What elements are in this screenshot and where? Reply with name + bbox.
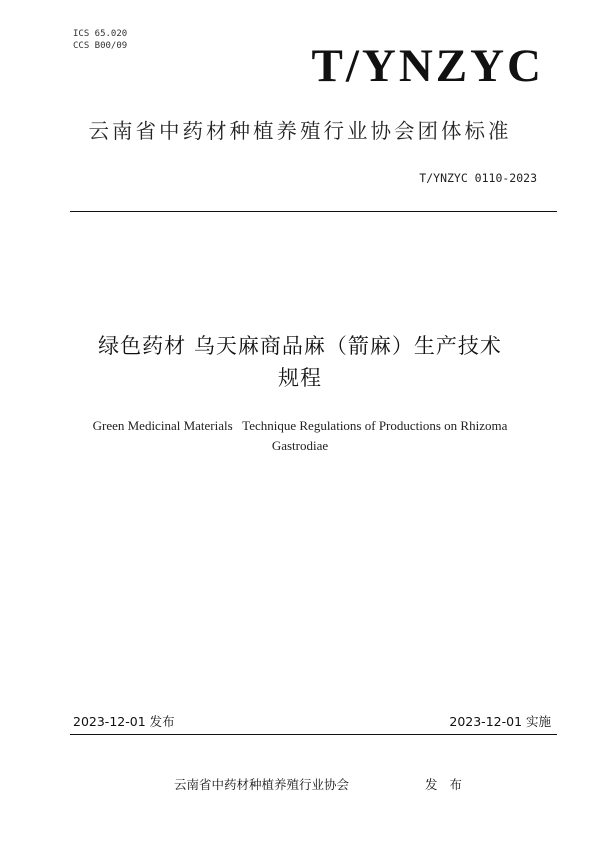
publish-date: 2023-12-01 发布: [73, 714, 175, 729]
implement-date: 2023-12-01 实施: [449, 714, 551, 729]
classification-codes: [73, 28, 127, 52]
standard-number: T/YNZYC 0110-2023: [419, 171, 537, 185]
issue-label: 发 布: [425, 777, 466, 792]
issuing-organization: 云南省中药材种植养殖行业协会: [174, 777, 350, 792]
standard-brand-logo: T/YNZYC: [311, 40, 544, 92]
standard-type-heading: 云南省中药材种植养殖行业协会团体标准: [88, 119, 512, 143]
title-zh-line-1: 绿色药材 乌天麻商品麻（箭麻）生产技术: [98, 334, 502, 358]
document-title-zh: [40, 330, 560, 394]
bottom-divider: [70, 734, 557, 735]
ccs-code: CCS B00/09: [73, 41, 128, 51]
title-zh-line-2: 规程: [278, 366, 322, 390]
top-divider: [70, 211, 557, 212]
title-en-line-1: Green Medicinal Materials Technique Regulations of Productions on Rhizoma: [92, 418, 508, 433]
document-title-en: [40, 416, 560, 456]
title-en-line-2: Gastrodiae: [271, 438, 329, 453]
ics-code: ICS 65.020: [73, 29, 128, 39]
